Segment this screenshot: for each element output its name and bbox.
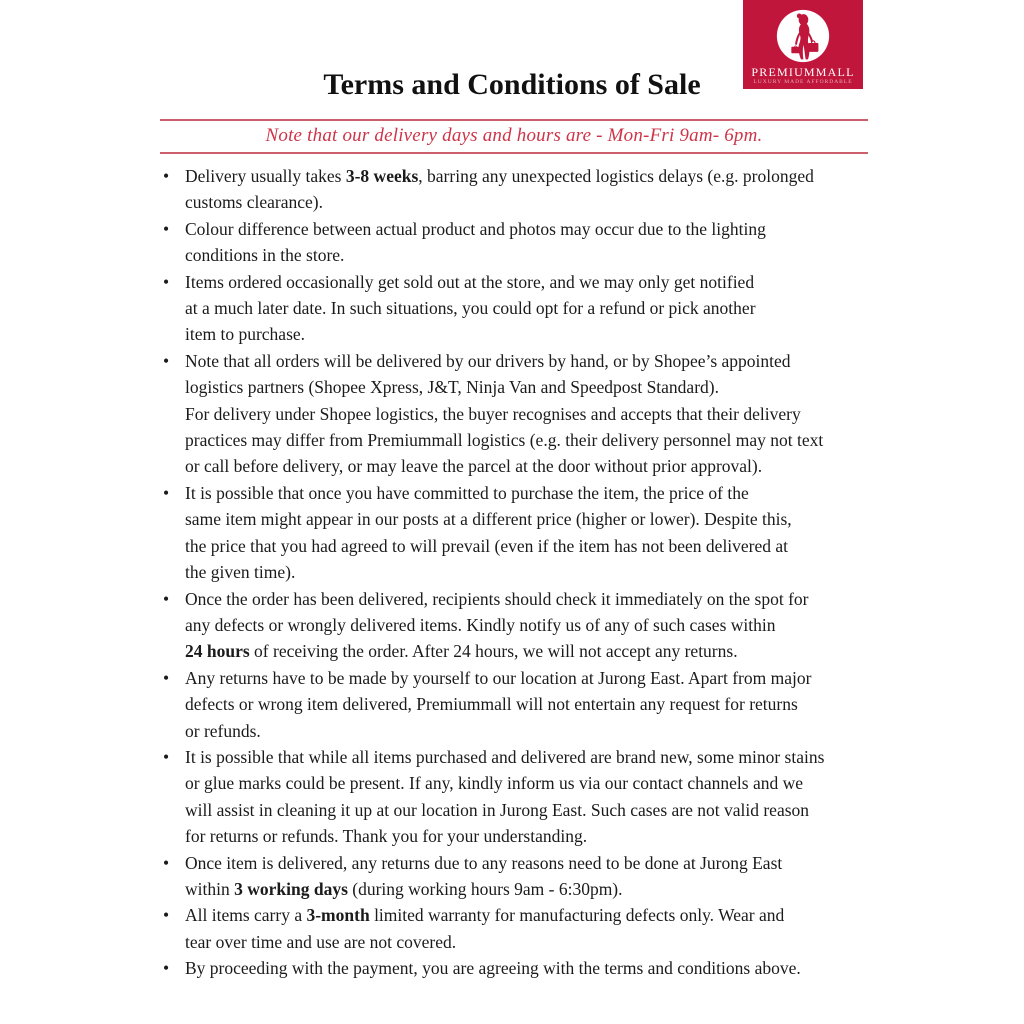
terms-line: the given time). [185,562,296,583]
terms-line: • Delivery usually takes 3-8 weeks, barring any unexpected logistics delays (e.g. prolonged [185,166,814,186]
woman-shopper-with-bags-icon [775,8,831,64]
terms-item [160,744,880,850]
terms-line: any defects or wrongly delivered items. Kindly notify us of any of such cases within [185,614,776,635]
terms-item [160,955,880,981]
terms-item [160,163,880,216]
terms-item [160,348,880,480]
terms-line: or glue marks could be present. If any, kindly inform us via our contact channels and we [185,773,803,794]
terms-line: 24 hours of receiving the order. After 24 hours, we will not accept any returns. [185,641,738,662]
terms-line: at a much later date. In such situations, you could opt for a refund or pick another [185,298,756,319]
terms-line: conditions in the store. [185,245,345,266]
terms-line: customs clearance). [185,192,323,213]
logo-tagline-text: LUXURY MADE AFFORDABLE [753,79,853,85]
logo-brand-text: PREMIUMMALL [751,65,855,79]
terms-item [160,269,880,348]
terms-line: logistics partners (Shopee Xpress, J&T, Ninja Van and Speedpost Standard). [185,377,719,398]
terms-line: item to purchase. [185,324,306,345]
terms-line: or refunds. [185,720,261,741]
delivery-hours-notice [160,119,868,154]
terms-item [160,480,880,586]
delivery-hours-text: Note that our delivery days and hours are - Mon-Fri 9am- 6pm. [265,125,763,146]
terms-item [160,586,880,665]
terms-line: defects or wrong item delivered, Premiummall will not entertain any request for returns [185,694,798,715]
terms-item [160,902,880,955]
terms-line: • Once item is delivered, any returns due to any reasons need to be done at Jurong East [185,852,783,873]
terms-line: for returns or refunds. Thank you for your understanding. [185,826,588,847]
terms-line: • Once the order has been delivered, recipients should check it immediately on the spot for [185,588,809,609]
terms-line: the price that you had agreed to will prevail (even if the item has not been delivered at [185,535,789,556]
terms-line: • Note that all orders will be delivered by our drivers by hand, or by Shopee’s appointed [185,350,791,371]
terms-item [160,665,880,744]
terms-line: will assist in cleaning it up at our location in Jurong East. Such cases are not valid reason [185,799,810,820]
terms-line: • Colour difference between actual product and photos may occur due to the lighting [185,218,766,239]
terms-item [160,850,880,903]
terms-line: • It is possible that while all items purchased and delivered are brand new, some minor stains [185,746,825,767]
terms-line: tear over time and use are not covered. [185,931,457,952]
terms-line: • All items carry a 3-month limited warranty for manufacturing defects only. Wear and [185,905,785,926]
terms-line: • By proceeding with the payment, you are agreeing with the terms and conditions above. [185,958,801,979]
terms-line: • Any returns have to be made by yourself to our location at Jurong East. Apart from major [185,667,812,688]
terms-list [160,163,880,982]
page-title: Terms and Conditions of Sale [323,68,701,101]
terms-line: • It is possible that once you have committed to purchase the item, the price of the [185,482,749,503]
terms-line: within 3 working days (during working hours 9am - 6:30pm). [185,878,623,899]
terms-line: practices may differ from Premiummall logistics (e.g. their delivery personnel may not text [185,430,824,451]
terms-item [160,216,880,269]
terms-line: or call before delivery, or may leave the parcel at the door without prior approval). [185,456,763,477]
terms-line: same item might appear in our posts at a different price (higher or lower). Despite this, [185,509,792,530]
terms-line: For delivery under Shopee logistics, the buyer recognises and accepts that their delivery [185,403,801,424]
terms-line: • Items ordered occasionally get sold out at the store, and we may only get notified [185,271,755,292]
